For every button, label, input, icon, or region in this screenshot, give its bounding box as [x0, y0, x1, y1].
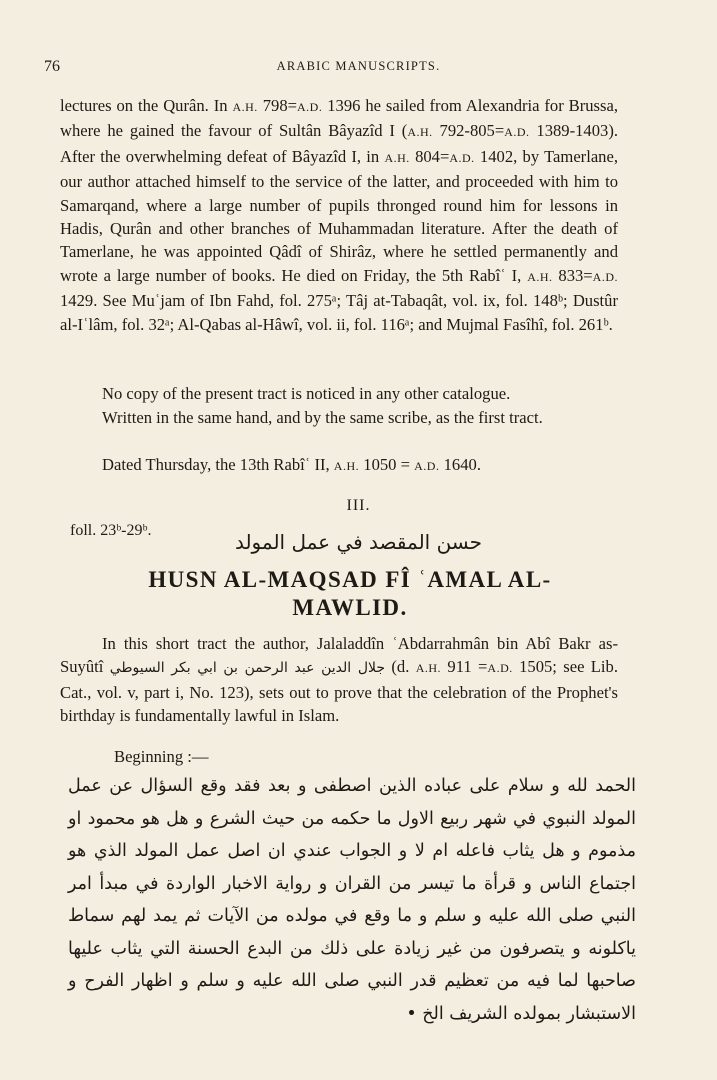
paragraph-biography: lectures on the Qurân. In A.H. 798=A.D. 1396 he sailed from Alexandria for Brussa, where he gained the favour of Sultân Bâyazîd I (A.H. 792-805=A.D. 1389-1403). After the overwhelming defeat of Bâyazîd I, in A.H. 804=A.D. 1402, by Tamerlane, our author attached himself to the service of the latter, and proceeded with him to Samarqand, where a large number of pupils thronged round him for lessons in Hadis, Qurân and other branches of Muhammadan literature. After the death of Tamerlane, he was appointed Qâdî of Shirâz, where he settled permanently and wrote a large number of books. He died on Friday, the 5th Rabîʿ I, A.H. 833=A.D. 1429. See Muʿjam of Ibn Fahd, fol. 275ᵃ; Tâj at-Tabaqât, vol. ix, fol. 148ᵇ; Dustûr al-Iʿlâm, fol. 32ᵃ; Al-Qabas al-Hâwî, vol. ii, fol. 116ᵃ; and Mujmal Fasîhî, fol. 261ᵇ.: [60, 96, 618, 334]
arabic-title: حسن المقصد في عمل المولد: [234, 530, 483, 554]
paragraph-same-hand: Written in the same hand, and by the same scribe, as the first tract.: [102, 408, 543, 427]
arabic-author-name: جلال الدين عبد الرحمن بن ابي بكر السيوطي: [109, 660, 386, 677]
header-title: ARABIC MANUSCRIPTS.: [276, 59, 441, 73]
transliterated-title: HUSN AL-MAQSAD FÎ ʿAMAL AL-MAWLID.: [148, 567, 552, 620]
running-head: [0, 58, 717, 80]
folio-reference: foll. 23ᵇ-29ᵇ.: [70, 522, 152, 539]
page-number: 76: [44, 58, 60, 75]
paragraph-no-copy: No copy of the present tract is noticed in any other catalogue.: [102, 384, 511, 403]
paragraph-dated: Dated Thursday, the 13th Rabîʿ II, A.H. 1050 = A.D. 1640.: [102, 455, 481, 474]
arabic-incipit: الحمد لله و سلام على عباده الذين اصطفى و بعد فقد وقع السؤال عن عمل المولد النبوي في شهر ربيع الاول ما حكمه من حيث الشرع و هل هو محمود او مذموم و هل يثاب فاعله ام لا و الجواب عندي ان اصل عمل المولد الذي هو اجتماع الناس و قرأة ما تيسر من القران و رواية الاخبار الواردة في مبدأ امر النبي صلى الله عليه و سلم و ما وقع في مولده من الآيات ثم يمد لهم سماط ياكلونه و يتصرفون من غير زيادة على ذلك من البدع الحسنة التي يثاب عليها صاحبها لما فيه من تعظيم قدر النبي صلى الله عليه و سلم و اظهار الفرح و الاستبشار بمولده الشريف الخ •: [68, 776, 636, 1024]
paragraph-intro: In this short tract the author, Jalaladdîn ʿAbdarrahmân bin Abî Bakr as-Suyûtî جلال الدين عبد الرحمن بن ابي بكر السيوطي (d. A.H. 911 =A.D. 1505; see Lib. Cat., vol. v, part i, No. 123), sets out to prove that the celebration of the Prophet's birthday is fundamentally lawful in Islam.: [60, 634, 618, 726]
section-number: III.: [346, 497, 371, 514]
beginning-label: Beginning :—: [114, 747, 209, 766]
